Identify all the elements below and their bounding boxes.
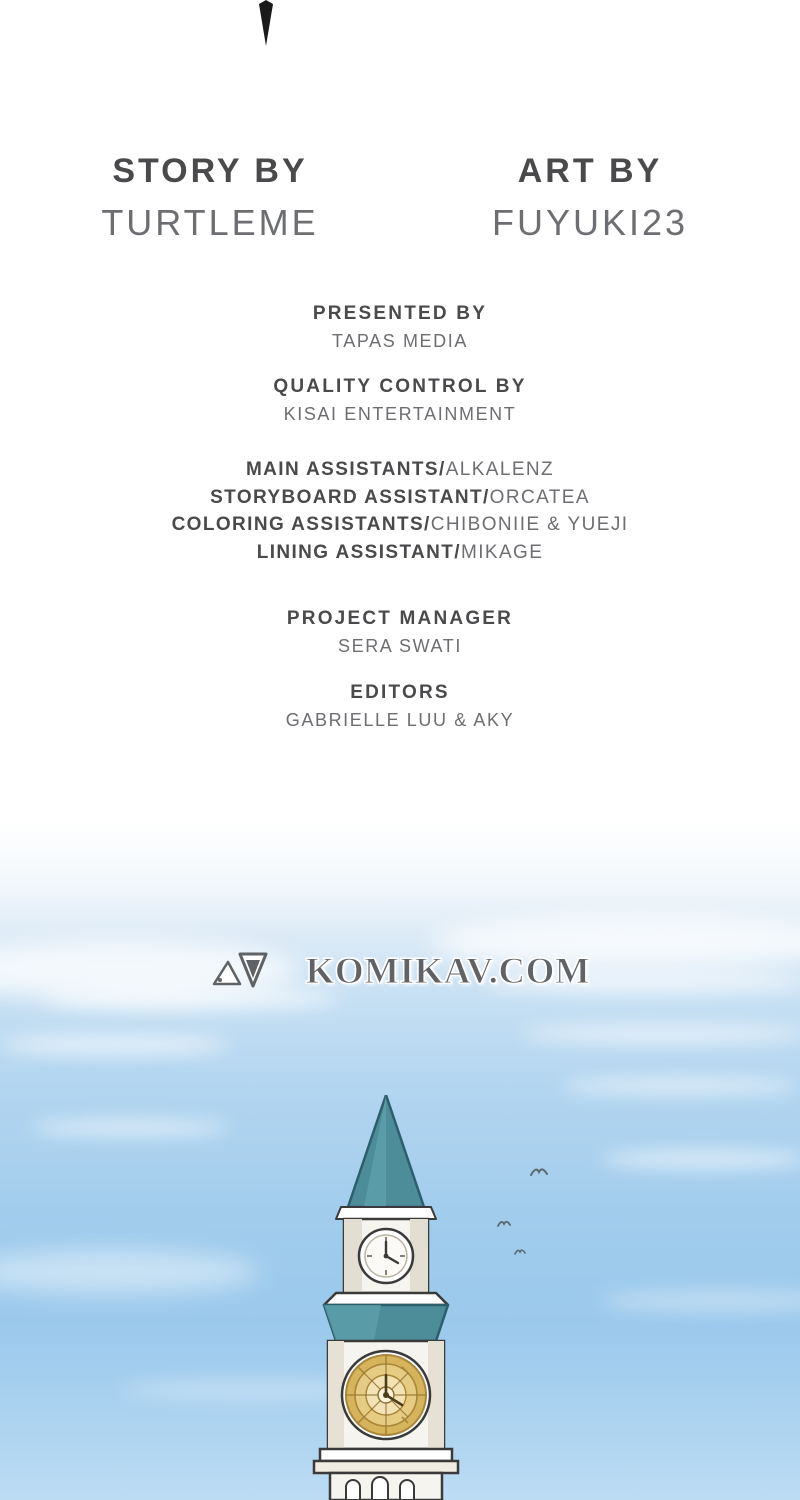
assistant-line (0, 539, 800, 567)
watermark-text: KOMIKAV.COM (305, 951, 591, 992)
editors-credit (0, 679, 800, 734)
art-by-name: FUYUKI23 (491, 201, 689, 243)
assistant-value: MIKAGE (461, 541, 544, 563)
art-by-label: ART BY (517, 152, 663, 190)
story-by-name: TURTLEME (101, 201, 319, 243)
presented-by-credit (0, 300, 800, 355)
primary-credits-row (0, 150, 800, 249)
assistant-label: COLORING ASSISTANTS/ (171, 514, 431, 536)
project-manager-credit (0, 605, 800, 660)
editors-name: GABRIELLE LUU & AKY (285, 709, 515, 730)
assistant-line (0, 484, 800, 512)
quality-control-credit (0, 373, 800, 428)
assistant-label: LINING ASSISTANT/ (256, 541, 461, 563)
assistant-label: MAIN ASSISTANTS/ (245, 459, 446, 480)
story-by-label: STORY BY (112, 152, 308, 190)
project-manager-label: PROJECT MANAGER (286, 608, 514, 629)
assistant-line (0, 511, 800, 539)
editors-label: EDITORS (350, 682, 450, 703)
bird-icon (530, 1165, 548, 1184)
down-triangle-marker-icon (253, 0, 279, 48)
site-watermark (0, 948, 800, 995)
story-credit (80, 150, 340, 249)
komikav-mountain-logo-icon (210, 948, 302, 995)
quality-control-name: KISAI ENTERTAINMENT (283, 403, 517, 424)
assistants-credit (0, 456, 800, 566)
clock-tower-illustration (286, 1095, 516, 1500)
assistant-value: CHIBONIIE & YUEJI (430, 514, 629, 536)
art-credit (460, 150, 720, 249)
assistant-line (0, 456, 800, 484)
assistant-label: STORYBOARD ASSISTANT/ (210, 486, 490, 508)
project-manager-name: SERA SWATI (337, 635, 463, 656)
assistant-value: ORCATEA (489, 486, 590, 508)
presented-by-label: PRESENTED BY (312, 303, 488, 324)
presented-by-name: TAPAS MEDIA (332, 330, 468, 351)
quality-control-label: QUALITY CONTROL BY (273, 376, 527, 397)
assistant-value: ALKALENZ (445, 459, 555, 480)
